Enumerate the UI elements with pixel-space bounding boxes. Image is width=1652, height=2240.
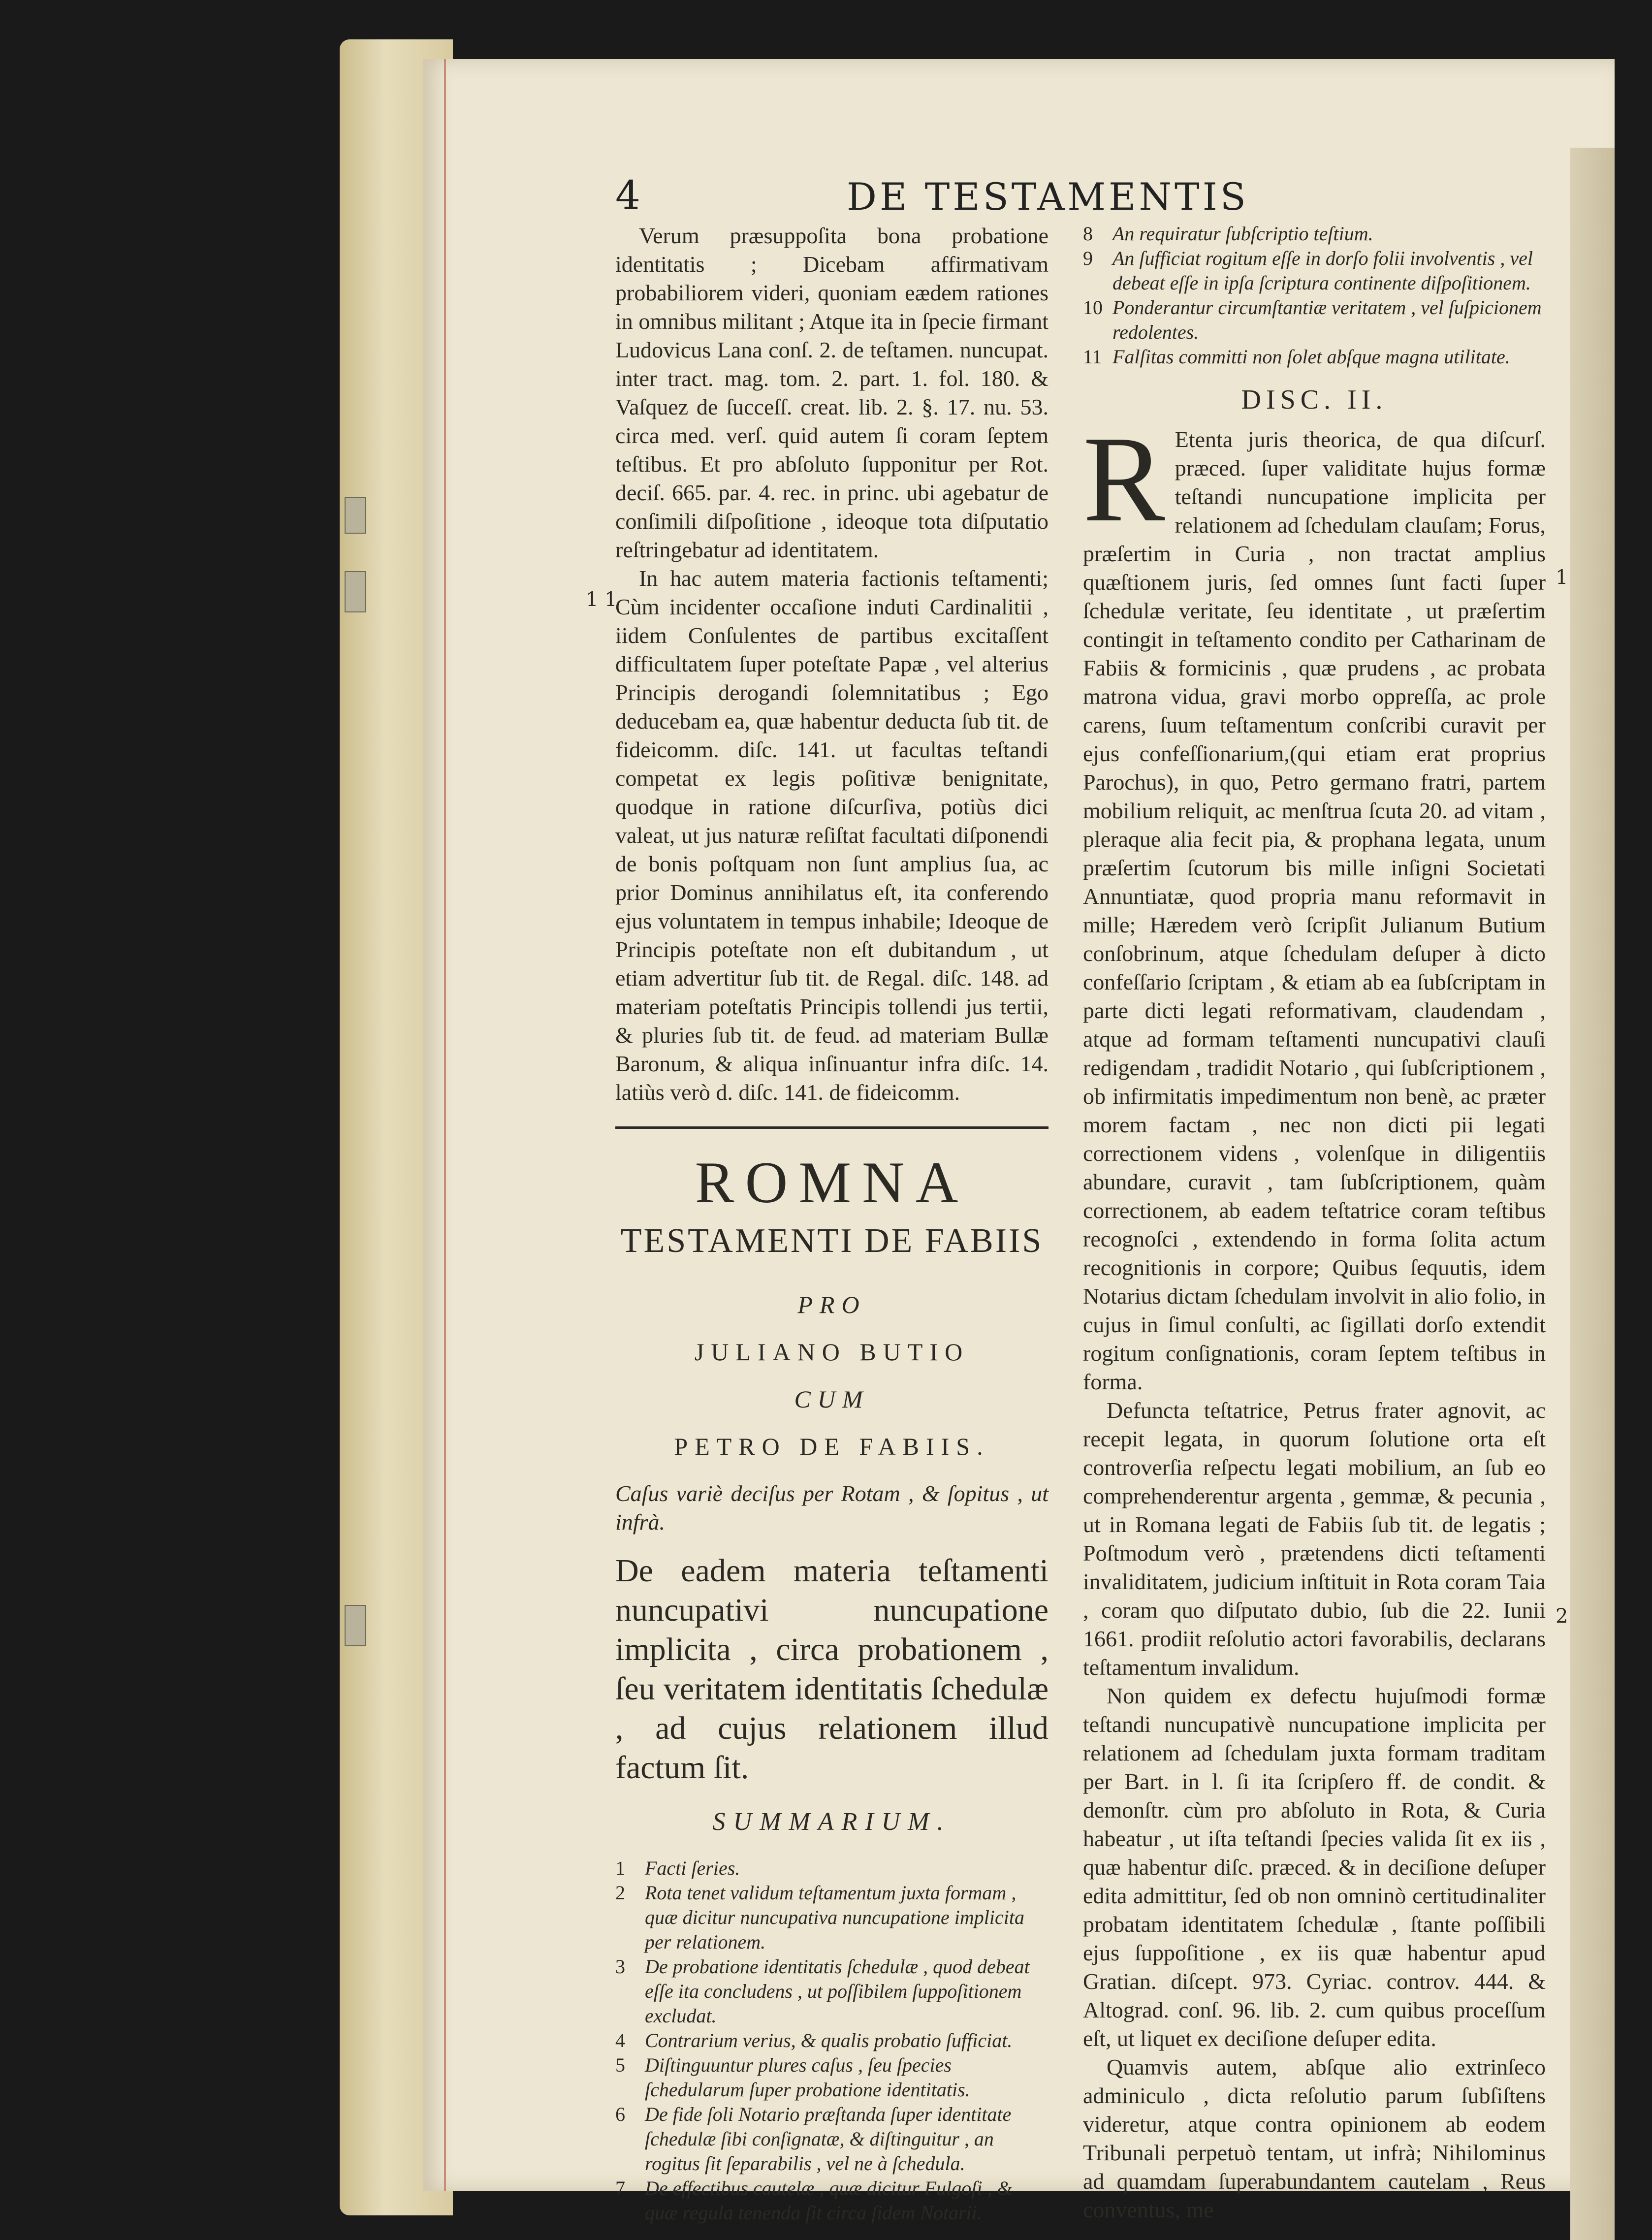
running-title: DE TESTAMENTIS: [847, 175, 1249, 219]
book-page: [423, 59, 1615, 2224]
summary-number: 4: [615, 2029, 625, 2051]
summary-number: 9: [1083, 247, 1093, 269]
summary-item: [615, 2028, 1048, 2053]
right-column: [1083, 222, 1546, 2224]
page-header: [615, 172, 1551, 226]
margin-number-2: 2: [1556, 1605, 1568, 1628]
case-title: ROMNA: [695, 1150, 969, 1215]
summary-text: An requiratur ſubſcriptio teſtium.: [1112, 223, 1373, 245]
left-column: [615, 222, 1048, 2225]
right-paragraph-2: Defuncta teſtatrice, Petrus frater agnovit, ac recepit legata, in quorum ſolutione orta eſt controverſia reſpectu legati mobilium, an ſub eo comprehenderentur argenta , gemmæ, & pecunia , ut in Romana legati de Fabiis ſub tit. de legatis ; Poſtmodum verò , prætendens dicti teſtamenti invaliditatem, judicium inſtituit in Rota coram Taia , coram quo diſputato dubio, ſub die 22. Iunii 1661. prodiit reſolutio actori favorabilis, declarans teſtamentum invalidum.: [1083, 1398, 1546, 1680]
summary-number: 6: [615, 2103, 625, 2125]
summary-item: [1083, 246, 1546, 295]
right-paragraph-1: [1083, 411, 1546, 1396]
case-subtitle: TESTAMENTI DE FABIIS: [620, 1222, 1044, 1260]
summary-item: [615, 2176, 1048, 2225]
right-paragraph-4: Quamvis autem, abſque alio extrinſeco adminiculo , dicta reſolutio parum ſubſiſtens videretur, atque contra opinionem ab eodem Tribunali perpetuò tentam, ut infrà; Nihilominus ad quamdam ſuperabundantem cautelam , Reus conventus, me: [1083, 2054, 1546, 2222]
summary-number: 10: [1083, 296, 1103, 319]
summary-item: [1083, 222, 1546, 246]
summary-item: [615, 2102, 1048, 2176]
summary-text: Diſtinguuntur plures caſus , ſeu ſpecies ſchedularum ſuper probatione identitatis.: [645, 2054, 970, 2101]
summary-item: [1083, 345, 1546, 369]
casus-line: Caſus variè deciſus per Rotam , & ſopitus , ut infrà.: [615, 1481, 1048, 1535]
margin-number-11: 1 1: [586, 588, 617, 611]
page-number: 4: [615, 172, 640, 218]
drop-cap: R: [1083, 411, 1165, 547]
binding-clasp-3: [345, 1605, 366, 1646]
summary-text: Ponderantur circumſtantiæ veritatem , vel ſuſpicionem redolentes.: [1112, 296, 1542, 343]
summary-text: Rota tenet validum teſtamentum juxta formam , quæ dicitur nuncupativa nuncupatione implicita per relationem.: [645, 1882, 1025, 1953]
summary-number: 5: [615, 2054, 625, 2076]
summary-list-left: [615, 1856, 1048, 2225]
party-2: PETRO DE FABIIS.: [674, 1433, 990, 1460]
right-paragraph-1-text: Etenta juris theorica, de qua diſcurſ. præced. ſuper validitate hujus formæ teſtandi nuncupatione implicita per relationem ad ſchedulam clauſam; Forus, præſertim in Curia , non tractat amplius quæſtionem juris, ſed omnes ſunt facti ſuper ſchedulæ veritate, ſeu identitate , ut præſertim contingit in teſtamento condito per Catharinam de Fabiis & formicinis , quæ prudens , ac probata matrona vidua, gravi morbo oppreſſa, ac prole carens, ſuum teſtamentum conſcribi curavit per ejus confeſſionarium,(qui etiam erat proprius Parochus), in quo, Petro germano fratri, partem mobilium reliquit, ac menſtrua ſcuta 20. ad vitam , pleraque alia fecit pia, & prophana legata, unum præſertim ſcutorum bis mille inſigni Societati Annuntiatæ, quod propria manu reformavit in mille; Hæredem verò ſcripſit Julianum Butium conſobrinum, atque ſchedulam deſuper à dicto confeſſario ſcriptam , & etiam ab ea ſubſcriptam in parte dicti legati reformativam, claudendam , atque ad formam teſtamenti nuncupativi clauſi redigendam , tradidit Notario , qui ſubſcriptionem , ob infirmitatis impedimentum non benè, ac præter morem factam , nec non dicti pii legati correctionem videns , volenſque in diligentiis abundare, curavit , tam ſubſcriptionem, quàm correctionem, ab eadem teſtatrice coram teſtibus recognoſci , extendendo in forma ſolita actum recognitionis in corpore; Quibus ſequutis, idem Notarius dictam ſchedulam involvit in alio folio, in cujus in ſimul conſulti, ac ſigillati dorſo extendit rogitum conſignationis, coram ſeptem teſtibus in forma.: [1083, 427, 1546, 1394]
pro-label: PRO: [797, 1291, 866, 1318]
left-paragraph-2: In hac autem materia factionis teſtamenti; Cùm incidenter occaſione induti Cardinalitii , iidem Conſulentes de partibus excitaſſent difficultatem ſuper poteſtate Papæ , vel alterius Principis derogandi ſolemnitatibus ; Ego deducebam ea, quæ habentur deducta ſub tit. de fideicomm. diſc. 141. ut facultas teſtandi competat ex legis poſitivæ benignitate, quodque in ratione diſcurſiva, potiùs dici valeat, ut jus naturæ reſiſtat facultati diſponendi de bonis poſtquam non ſunt amplius ſua, ac prior Dominus annihilatus eſt, ita conferendo ejus voluntatem in tempus inhabile; Ideoque de Principis poteſtate non eſt dubitandum , ut etiam advertitur ſub tit. de Regal. diſc. 148. ad materiam poteſtatis Principis tollendi jus tertii, & pluries ſub tit. de feud. ad materiam Bullæ Baronum, & aliqua inſinuantur infra diſc. 14. latiùs verò d. diſc. 141. de fideicomm.: [615, 566, 1048, 1105]
summary-list-right: [1083, 222, 1546, 369]
case-description: De eadem materia teſtamenti nuncupativi nuncupatione implicita , circa probationem , ſeu veritatem identitatis ſchedulæ , ad cujus relationem illud factum ſit.: [615, 1553, 1048, 1786]
binding-clasp-1: [345, 497, 366, 534]
summary-number: 7: [615, 2177, 625, 2199]
page-red-line: [444, 59, 446, 2191]
summary-text: De probatione identitatis ſchedulæ , quod debeat eſſe ita concludens , ut poſſibilem ſuppoſitionem excludat.: [645, 1955, 1030, 2027]
summary-number: 3: [615, 1955, 625, 1978]
summary-text: Contrarium verius, & qualis probatio ſufficiat.: [645, 2029, 1013, 2051]
section-rule: [615, 1126, 1048, 1129]
party-1: JULIANO BUTIO: [694, 1338, 970, 1366]
margin-number-1: 1: [1556, 566, 1568, 589]
summary-text: De fide ſoli Notario præſtanda ſuper identitate ſchedulæ ſibi conſignatæ, & diſtinguitur , an rogitus ſit ſeparabilis , vel ne à ſchedula.: [645, 2103, 1012, 2175]
summary-item: [615, 1881, 1048, 1954]
summary-item: [1083, 295, 1546, 345]
disc-heading: DISC. II.: [1241, 384, 1388, 415]
summary-text: De effectibus cautelæ , quæ dicitur Fulgoſi , & quæ regula tenenda ſit circa ſidem Notarii.: [645, 2177, 1013, 2224]
right-paragraph-3: Non quidem ex defectu hujuſmodi formæ teſtandi nuncupativè nuncupatione implicita per relationem ad ſchedulam juxta formam traditam per Bart. in l. ſi ita ſcripſero ff. de condit. & demonſtr. cùm pro abſoluto in Rota, & Curia habeatur , ut iſta teſtandi ſpecies valida ſit ex iis , quæ habentur diſc. præced. & in deciſione deſuper edita admittitur, ſed ob non omninò certitudinaliter probatam identitatem ſchedulæ , ſtante poſſibili ejus ſuppoſitione , ex iis quæ habentur apud Gratian. diſcept. 973. Cyriac. controv. 444. & Altograd. conſ. 96. lib. 2. cum quibus proceſſum eſt, ut liquet ex deciſione deſuper edita.: [1083, 1683, 1546, 2051]
summary-number: 8: [1083, 223, 1093, 245]
page-edge: [1570, 148, 1615, 2240]
summary-number: 1: [615, 1857, 625, 1879]
cum-label: CUM: [794, 1385, 870, 1413]
left-paragraph-1: Verum præsuppoſita bona probatione identitatis ; Dicebam affirmativam probabiliorem videri, quoniam eædem rationes in omnibus militant ; Atque ita in ſpecie firmant Ludovicus Lana conſ. 2. de teſtamen. nuncupat. inter tract. mag. tom. 2. part. 1. fol. 180. & Vaſquez de ſucceſſ. creat. lib. 2. §. 17. nu. 53. circa med. verſ. quid autem ſi coram ſeptem teſtibus. Et pro abſoluto ſupponitur per Rot. deciſ. 665. par. 4. rec. in princ. ubi agebatur de conſimili diſpoſitione , ideoque tota diſputatio reſtringebatur ad identitatem.: [615, 223, 1048, 562]
summary-number: 11: [1083, 346, 1102, 368]
summarium-title: SUMMARIUM.: [712, 1808, 952, 1836]
binding-clasp-2: [345, 571, 366, 612]
summary-item: [615, 1856, 1048, 1881]
summary-item: [615, 1954, 1048, 2028]
summary-text: Falſitas committi non ſolet abſque magna utilitate.: [1112, 346, 1510, 368]
summary-text: Facti ſeries.: [645, 1857, 740, 1879]
summary-item: [615, 2053, 1048, 2102]
summary-text: An ſufficiat rogitum eſſe in dorſo folii involventis , vel debeat eſſe in ipſa ſcriptura continente diſpoſitionem.: [1112, 247, 1533, 294]
summary-number: 2: [615, 1882, 625, 1904]
